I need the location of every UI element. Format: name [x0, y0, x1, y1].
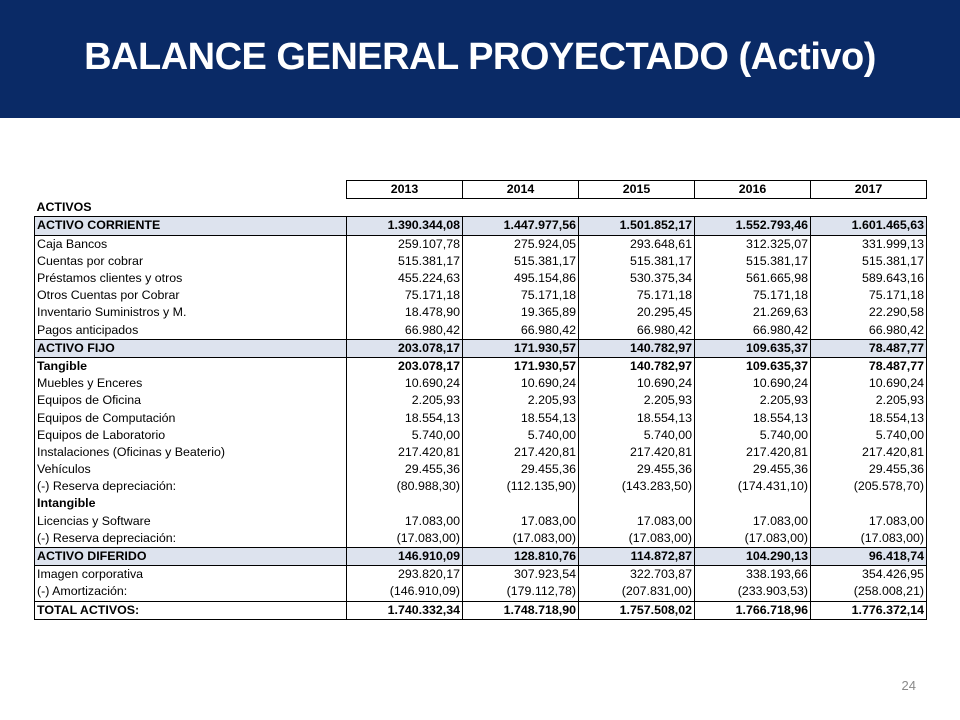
row-label: TOTAL ACTIVOS: — [35, 601, 347, 619]
value-cell: 5.740,00 — [811, 427, 927, 444]
value-cell: 515.381,17 — [695, 253, 811, 270]
value-cell: 1.501.852,17 — [579, 217, 695, 235]
page-number: 24 — [901, 678, 916, 693]
balance-table — [34, 180, 927, 620]
value-cell: 293.648,61 — [579, 235, 695, 253]
row-label: Otros Cuentas por Cobrar — [35, 287, 347, 304]
row-label: Equipos de Oficina — [35, 392, 347, 409]
slide-title: BALANCE GENERAL PROYECTADO (Activo) — [84, 36, 876, 78]
value-cell: 75.171,18 — [811, 287, 927, 304]
value-cell: 589.643,16 — [811, 270, 927, 287]
value-cell: (17.083,00) — [347, 530, 463, 548]
value-cell: 338.193,66 — [695, 566, 811, 584]
value-cell: (17.083,00) — [463, 530, 579, 548]
value-cell: 10.690,24 — [463, 375, 579, 392]
value-cell: 66.980,42 — [463, 322, 579, 340]
value-cell: 29.455,36 — [347, 461, 463, 478]
row-label: Préstamos clientes y otros — [35, 270, 347, 287]
value-cell: 18.554,13 — [347, 409, 463, 426]
table-row — [35, 357, 927, 375]
value-cell: 18.554,13 — [695, 409, 811, 426]
value-cell: 171.930,57 — [463, 339, 579, 357]
value-cell: 104.290,13 — [695, 547, 811, 565]
table-row — [35, 287, 927, 304]
value-cell: 2.205,93 — [463, 392, 579, 409]
value-cell: 29.455,36 — [579, 461, 695, 478]
table-row — [35, 427, 927, 444]
value-cell: 293.820,17 — [347, 566, 463, 584]
value-cell: 1.757.508,02 — [579, 601, 695, 619]
value-cell: 140.782,97 — [579, 357, 695, 375]
value-cell: 1.766.718,96 — [695, 601, 811, 619]
row-label: Intangible — [35, 495, 347, 512]
value-cell: 10.690,24 — [347, 375, 463, 392]
value-cell: 312.325,07 — [695, 235, 811, 253]
value-cell: 217.420,81 — [463, 444, 579, 461]
year-header: 2014 — [463, 181, 579, 199]
value-cell: 203.078,17 — [347, 357, 463, 375]
value-cell: 17.083,00 — [347, 513, 463, 530]
value-cell: 75.171,18 — [347, 287, 463, 304]
activos-heading: ACTIVOS — [36, 200, 92, 215]
value-cell: (143.283,50) — [579, 478, 695, 495]
value-cell: 29.455,36 — [811, 461, 927, 478]
table-row — [35, 322, 927, 340]
value-cell — [579, 495, 695, 512]
table-row — [35, 253, 927, 270]
table-row — [35, 583, 927, 601]
value-cell: 5.740,00 — [347, 427, 463, 444]
table-row — [35, 444, 927, 461]
value-cell: 17.083,00 — [811, 513, 927, 530]
value-cell: (233.903,53) — [695, 583, 811, 601]
value-cell: 29.455,36 — [695, 461, 811, 478]
value-cell: 10.690,24 — [695, 375, 811, 392]
table-row — [35, 270, 927, 287]
value-cell: 217.420,81 — [347, 444, 463, 461]
value-cell: 146.910,09 — [347, 547, 463, 565]
value-cell: (17.083,00) — [811, 530, 927, 548]
value-cell: 18.478,90 — [347, 304, 463, 321]
value-cell: 140.782,97 — [579, 339, 695, 357]
row-label: Vehículos — [35, 461, 347, 478]
row-label: Muebles y Enceres — [35, 375, 347, 392]
value-cell: 2.205,93 — [347, 392, 463, 409]
value-cell: 1.447.977,56 — [463, 217, 579, 235]
value-cell — [347, 495, 463, 512]
value-cell: 1.390.344,08 — [347, 217, 463, 235]
value-cell: 515.381,17 — [347, 253, 463, 270]
value-cell: 259.107,78 — [347, 235, 463, 253]
value-cell: 203.078,17 — [347, 339, 463, 357]
row-label: ACTIVO FIJO — [35, 339, 347, 357]
value-cell: 515.381,17 — [811, 253, 927, 270]
value-cell: 17.083,00 — [695, 513, 811, 530]
value-cell: 530.375,34 — [579, 270, 695, 287]
value-cell — [695, 495, 811, 512]
value-cell: 78.487,77 — [811, 339, 927, 357]
value-cell: 29.455,36 — [463, 461, 579, 478]
row-label: Equipos de Computación — [35, 409, 347, 426]
value-cell: 10.690,24 — [811, 375, 927, 392]
table-row — [35, 375, 927, 392]
value-cell: 18.554,13 — [811, 409, 927, 426]
value-cell: 22.290,58 — [811, 304, 927, 321]
value-cell: 5.740,00 — [463, 427, 579, 444]
row-label: Cuentas por cobrar — [35, 253, 347, 270]
value-cell: 66.980,42 — [579, 322, 695, 340]
value-cell: (146.910,09) — [347, 583, 463, 601]
year-header: 2015 — [579, 181, 695, 199]
table-row — [35, 235, 927, 253]
value-cell: 275.924,05 — [463, 235, 579, 253]
value-cell: 515.381,17 — [579, 253, 695, 270]
value-cell: (80.988,30) — [347, 478, 463, 495]
year-header-row — [35, 181, 927, 199]
activos-heading-row — [35, 199, 927, 217]
year-header: 2013 — [347, 181, 463, 199]
row-label: Imagen corporativa — [35, 566, 347, 584]
table-row — [35, 566, 927, 584]
value-cell: 10.690,24 — [579, 375, 695, 392]
value-cell: 78.487,77 — [811, 357, 927, 375]
value-cell: 20.295,45 — [579, 304, 695, 321]
section-row — [35, 339, 927, 357]
table-row — [35, 409, 927, 426]
value-cell: 217.420,81 — [579, 444, 695, 461]
value-cell: 2.205,93 — [579, 392, 695, 409]
value-cell: 171.930,57 — [463, 357, 579, 375]
value-cell: 5.740,00 — [695, 427, 811, 444]
value-cell: (258.008,21) — [811, 583, 927, 601]
value-cell: 307.923,54 — [463, 566, 579, 584]
row-label: (-) Reserva depreciación: — [35, 478, 347, 495]
value-cell: 2.205,93 — [811, 392, 927, 409]
value-cell: (205.578,70) — [811, 478, 927, 495]
year-header: 2017 — [811, 181, 927, 199]
row-label: Caja Bancos — [35, 235, 347, 253]
value-cell: 1.552.793,46 — [695, 217, 811, 235]
value-cell: (179.112,78) — [463, 583, 579, 601]
value-cell: 515.381,17 — [463, 253, 579, 270]
value-cell: 5.740,00 — [579, 427, 695, 444]
table-row — [35, 530, 927, 548]
table-row — [35, 495, 927, 512]
value-cell: 75.171,18 — [695, 287, 811, 304]
value-cell — [811, 495, 927, 512]
value-cell: (112.135,90) — [463, 478, 579, 495]
value-cell: 128.810,76 — [463, 547, 579, 565]
value-cell: 109.635,37 — [695, 339, 811, 357]
value-cell: 1.601.465,63 — [811, 217, 927, 235]
row-label: Instalaciones (Oficinas y Beaterio) — [35, 444, 347, 461]
value-cell: 66.980,42 — [811, 322, 927, 340]
value-cell: 66.980,42 — [695, 322, 811, 340]
value-cell: 1.740.332,34 — [347, 601, 463, 619]
value-cell: 21.269,63 — [695, 304, 811, 321]
row-label: ACTIVO CORRIENTE — [35, 217, 347, 235]
value-cell: 2.205,93 — [695, 392, 811, 409]
value-cell — [463, 495, 579, 512]
row-label: Pagos anticipados — [35, 322, 347, 340]
value-cell: 495.154,86 — [463, 270, 579, 287]
value-cell: (17.083,00) — [695, 530, 811, 548]
table-row — [35, 304, 927, 321]
value-cell: 17.083,00 — [463, 513, 579, 530]
value-cell: 75.171,18 — [463, 287, 579, 304]
value-cell: 18.554,13 — [463, 409, 579, 426]
row-label: Inventario Suministros y M. — [35, 304, 347, 321]
value-cell: 331.999,13 — [811, 235, 927, 253]
row-label: Equipos de Laboratorio — [35, 427, 347, 444]
value-cell: (17.083,00) — [579, 530, 695, 548]
row-label: (-) Reserva depreciación: — [35, 530, 347, 548]
row-label: ACTIVO DIFERIDO — [35, 547, 347, 565]
title-banner — [0, 0, 960, 118]
row-label: (-) Amortización: — [35, 583, 347, 601]
table-row — [35, 461, 927, 478]
section-row — [35, 547, 927, 565]
value-cell: 66.980,42 — [347, 322, 463, 340]
value-cell: 455.224,63 — [347, 270, 463, 287]
value-cell: 322.703,87 — [579, 566, 695, 584]
value-cell: 18.554,13 — [579, 409, 695, 426]
value-cell: 561.665,98 — [695, 270, 811, 287]
header-blank-cell — [35, 181, 347, 199]
year-header: 2016 — [695, 181, 811, 199]
value-cell: 17.083,00 — [579, 513, 695, 530]
table-row — [35, 513, 927, 530]
value-cell: 1.748.718,90 — [463, 601, 579, 619]
value-cell: (207.831,00) — [579, 583, 695, 601]
value-cell: 217.420,81 — [695, 444, 811, 461]
value-cell: (174.431,10) — [695, 478, 811, 495]
section-row — [35, 217, 927, 235]
value-cell: 19.365,89 — [463, 304, 579, 321]
value-cell: 1.776.372,14 — [811, 601, 927, 619]
value-cell: 96.418,74 — [811, 547, 927, 565]
row-label: Tangible — [35, 357, 347, 375]
value-cell: 354.426,95 — [811, 566, 927, 584]
value-cell: 109.635,37 — [695, 357, 811, 375]
table-row — [35, 478, 927, 495]
row-label: Licencias y Software — [35, 513, 347, 530]
total-row — [35, 601, 927, 619]
value-cell: 75.171,18 — [579, 287, 695, 304]
value-cell: 217.420,81 — [811, 444, 927, 461]
value-cell: 114.872,87 — [579, 547, 695, 565]
table-row — [35, 392, 927, 409]
